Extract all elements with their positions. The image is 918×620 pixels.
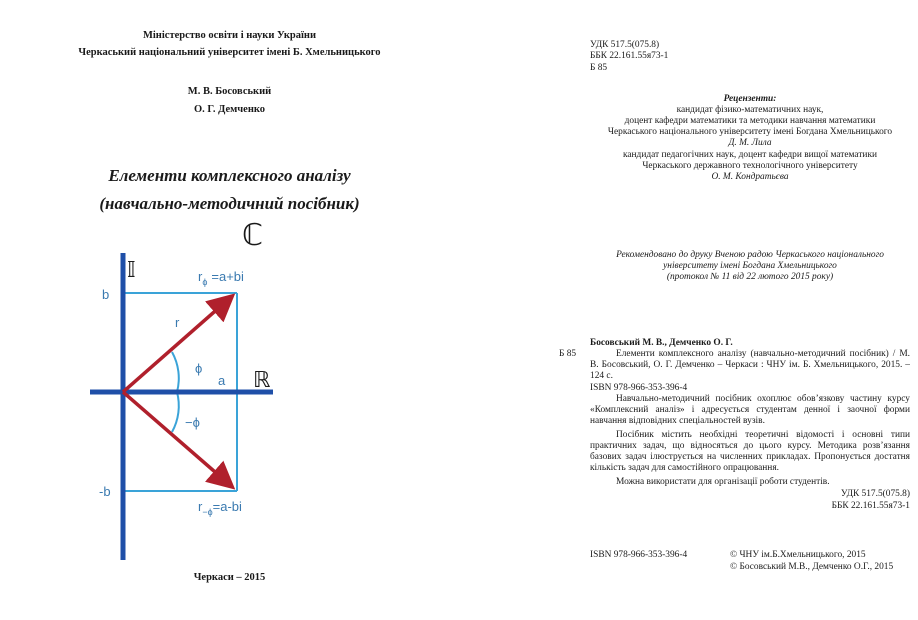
reviewer-2-line-2: Черкаського державного технологічного університету [642, 161, 858, 171]
copyright-university: © ЧНУ ім.Б.Хмельницького, 2015 [730, 550, 866, 560]
book-subtitle: (навчально-методичний посібник) [99, 194, 360, 213]
card-bbk: ББК 22.161.55я73-1 [831, 501, 910, 511]
card-index-code: Б 85 [559, 349, 577, 359]
card-abstract-1: Навчально-методичний посібник охоплює обов’язкову частину курсу «Комплексний аналіз» і адресується студентам денної і заочної форми навчання відповідних спеціальностей вузів. [590, 394, 910, 426]
reviewer-2-line-1: кандидат педагогічних наук, доцент кафедри вищої математики [622, 150, 878, 160]
copyright-authors: © Босовський М.В., Демченко О.Г., 2015 [730, 562, 894, 572]
recommended-line-1: Рекомендовано до друку Вченою радою Черкаського національного [616, 250, 884, 260]
reviewer-1-line-2: доцент кафедри математики та методики навчання математики [624, 116, 876, 126]
reviewer-1-line-3: Черкаського національного університету імені Богдана Хмельницького [607, 127, 893, 137]
vector-r-neg-phi [123, 392, 230, 485]
card-isbn: ISBN 978-966-353-396-4 [590, 383, 688, 393]
imag-axis-label: 𝕀 [127, 257, 136, 282]
complex-set-label: ℂ [242, 219, 263, 252]
card-abstract-3: Можна використати для організації роботи студентів. [616, 477, 830, 487]
recommended-line-3: (протокол № 11 від 22 лютого 2015 року) [666, 272, 834, 282]
r-label: r [175, 315, 180, 330]
phi-arc [172, 352, 179, 392]
reviewer-1-name: Д. М. Лила [728, 138, 772, 148]
card-udk: УДК 517.5(075.8) [840, 489, 910, 499]
bbk-code: ББК 22.161.55я73-1 [590, 51, 669, 61]
author-2: О. Г. Демченко [193, 104, 266, 115]
a-label: a [218, 373, 226, 388]
complex-plane-diagram [85, 215, 300, 560]
udk-code: УДК 517.5(075.8) [590, 40, 660, 50]
footer-isbn: ISBN 978-966-353-396-4 [590, 550, 688, 560]
neg-phi-label: −ϕ [185, 415, 200, 430]
author-1: М. В. Босовський [187, 86, 272, 97]
index-code: Б 85 [590, 63, 608, 73]
b-label: b [102, 287, 110, 302]
neg-phi-arc [172, 392, 179, 432]
vector-r-phi [123, 298, 230, 392]
card-authors: Босовський М. В., Демченко О. Г. [590, 338, 733, 348]
reviewer-2-name: О. М. Кондратьєва [711, 172, 789, 182]
card-description: Елементи комплексного аналізу (навчально-методичний посібник) / М. В. Босовський, О. Г. Демченко – Черкаси : ЧНУ ім. Б. Хмельницького, 2015. – 124 с. [590, 349, 910, 381]
reviewers-heading: Рецензенти: [723, 94, 777, 104]
book-title: Елементи комплексного аналізу [108, 166, 351, 185]
reviewer-1-line-1: кандидат фізико-математичних наук, [676, 105, 824, 115]
ministry-text: Міністерство освіти і науки України [142, 30, 317, 41]
imprint-page [459, 0, 918, 620]
real-axis-label: ℝ [253, 367, 271, 392]
card-abstract-2: Посібник містить необхідні теоретичні відомості і основні типи практичних задач, що відносяться до цього курсу. Методика розв’язання базових задач ілюструється на численних прикладах. Пропонується достатня кількість задач для самостійного опрацювання. [590, 430, 910, 473]
r-phi-label: $r_\phi =a+bi$ [198, 269, 244, 287]
phi-label: ϕ [195, 361, 203, 376]
place-year: Черкаси – 2015 [193, 572, 266, 583]
r-neg-phi-label: $r_{-\phi}=a-bi$ [198, 499, 242, 517]
university-text: Черкаський національний університет імені Б. Хмельницького [78, 47, 381, 58]
recommended-line-2: університету імені Богдана Хмельницького [663, 261, 837, 271]
neg-b-label: -b [99, 484, 111, 499]
